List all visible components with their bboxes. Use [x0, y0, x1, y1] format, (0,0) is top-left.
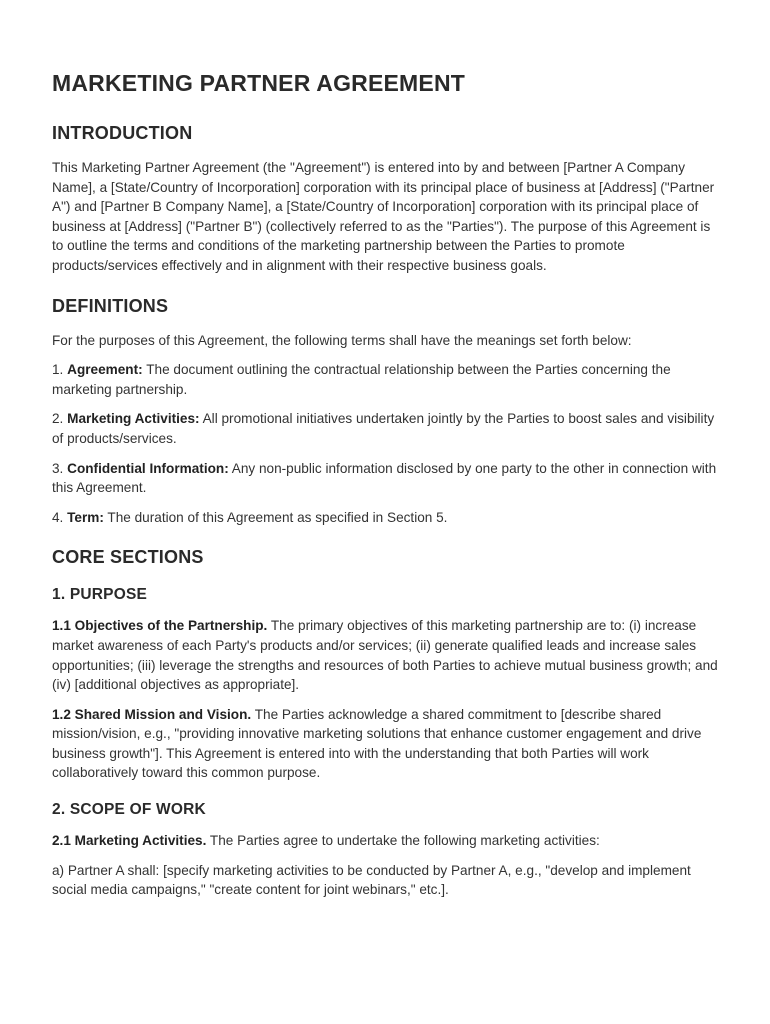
clause-term: 2.1 Marketing Activities.: [52, 833, 207, 849]
definitions-heading: DEFINITIONS: [52, 295, 169, 316]
clause-term: 1.1 Objectives of the Partnership.: [52, 618, 268, 634]
introduction-heading: INTRODUCTION: [52, 123, 193, 143]
document-title: MARKETING PARTNER AGREEMENT: [52, 70, 466, 96]
purpose-heading: 1. PURPOSE: [52, 586, 148, 604]
definition-item: 4. Term: The duration of this Agreement as specified in Section 5.: [52, 509, 448, 525]
purpose-item: 1.1 Objectives of the Partnership. The primary objectives of this marketing partnership are to: (i) increase market awareness of each Party's products and/or services; (ii) generate qualified leads and increase sales opportunities; (iii) leverage the strengths and resources of both Parties to achieve mutual business growth; and (iv) [additional objectives as appropriate].: [52, 618, 718, 693]
definition-item: 2. Marketing Activities: All promotional initiatives undertaken jointly by the Parties to boost sales and visibility of products/services.: [52, 411, 715, 446]
definition-item: 1. Agreement: The document outlining the contractual relationship between the Parties concerning the marketing partnership.: [52, 362, 671, 397]
scope-subitem: a) Partner A shall: [specify marketing activities to be conducted by Partner A, e.g., "develop and implement social media campaigns," "create content for joint webinars," etc.].: [52, 862, 691, 898]
document-body: [52, 70, 722, 910]
definitions-intro: For the purposes of this Agreement, the following terms shall have the meanings set forth below:: [52, 332, 632, 348]
scope-item: 2.1 Marketing Activities. The Parties agree to undertake the following marketing activities:: [52, 833, 600, 849]
scope-heading: 2. SCOPE OF WORK: [52, 801, 206, 819]
clause-term: 1.2 Shared Mission and Vision.: [52, 706, 252, 722]
definition-term: Agreement:: [67, 362, 143, 378]
definition-term: Term:: [67, 509, 104, 525]
purpose-item: 1.2 Shared Mission and Vision. The Parties acknowledge a shared commitment to [describe shared mission/vision, e.g., "providing innovative marketing solutions that enhance customer engagement and drive business growth"]. This Agreement is entered into with the understanding that both Parties will work collaboratively toward this common purpose.: [52, 706, 702, 781]
introduction-paragraph: This Marketing Partner Agreement (the "Agreement") is entered into by and between [Partner A Company Name], a [State/Country of Incorporation] corporation with its principal place of business at [Address] ("Partner A") and [Partner B Company Name], a [State/Country of Incorporation] corporation with its principal place of business at [Address] ("Partner B") (collectively referred to as the "Parties"). The purpose of this Agreement is to outline the terms and conditions of the marketing partnership between the Parties to promote products/services effectively and in alignment with their respective business goals.: [52, 160, 715, 273]
definition-term: Marketing Activities:: [67, 411, 200, 427]
core-sections-heading: CORE SECTIONS: [52, 547, 204, 568]
definition-item: 3. Confidential Information: Any non-public information disclosed by one party to the other in connection with this Agreement.: [52, 460, 717, 496]
definition-term: Confidential Information:: [67, 460, 229, 476]
